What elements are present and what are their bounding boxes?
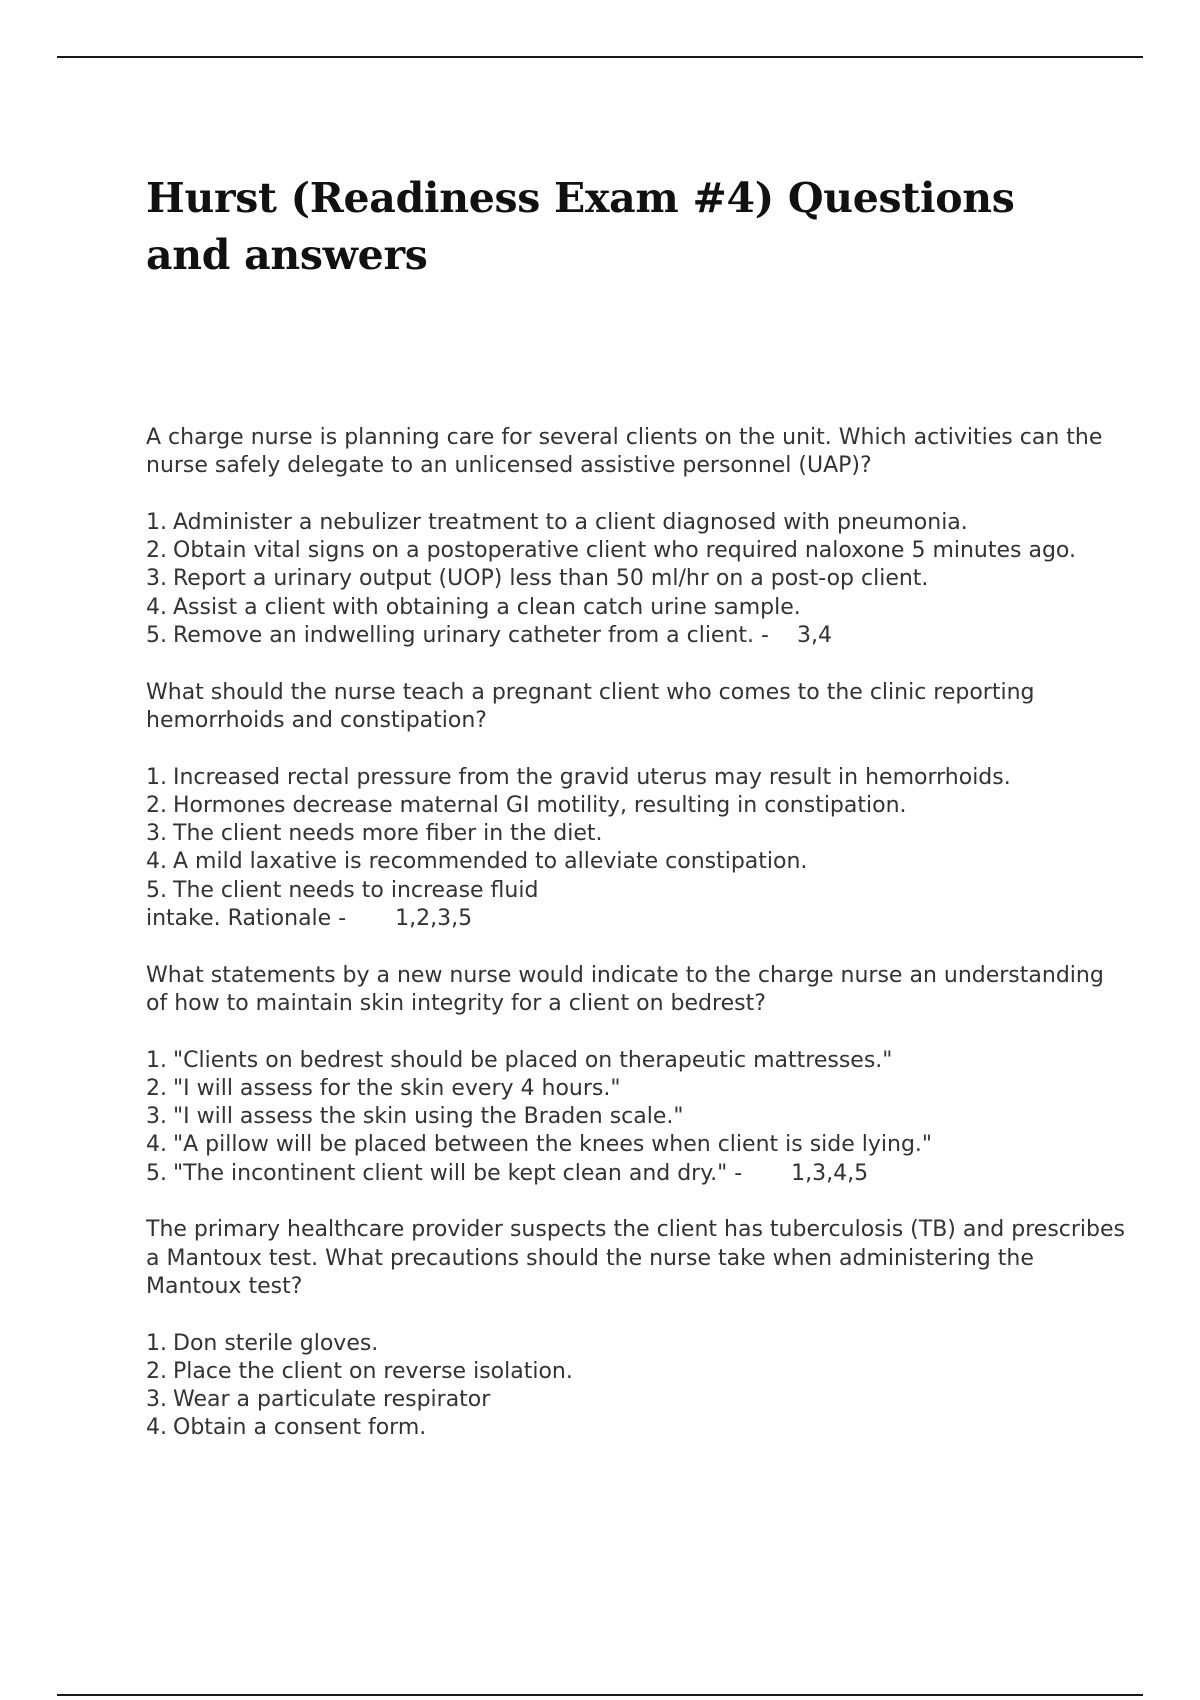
- option-item: 4. "A pillow will be placed between the knees when client is side lying.": [146, 1132, 933, 1158]
- question-list: [146, 424, 1132, 1471]
- option-item: 2. Hormones decrease maternal GI motility, resulting in constipation.: [146, 792, 907, 818]
- option-item: 3. The client needs more fiber in the diet.: [146, 821, 603, 847]
- answer-key: 1,2,3,5: [395, 906, 473, 932]
- option-continuation: intake. Rationale - 1,2,3,5: [146, 906, 473, 932]
- question-text: What statements by a new nurse would indicate to the charge nurse an understanding of how to maintain skin integrity for a client on bedrest?: [146, 962, 1111, 1016]
- option-item: 1. Don sterile gloves.: [146, 1330, 379, 1356]
- option-item: 5. The client needs to increase fluid: [146, 877, 539, 903]
- option-item: 2. "I will assess for the skin every 4 hours.": [146, 1075, 621, 1101]
- option-list: [146, 1330, 1126, 1443]
- option-item: 2. Obtain vital signs on a postoperative client who required naloxone 5 minutes ago.: [146, 538, 1076, 564]
- top-rule: [57, 56, 1143, 58]
- option-item: 5. "The incontinent client will be kept clean and dry." - 1,3,4,5: [146, 1160, 869, 1186]
- option-item: 4. A mild laxative is recommended to alleviate constipation.: [146, 849, 808, 875]
- option-list: [146, 509, 1126, 650]
- option-item: 4. Obtain a consent form.: [146, 1415, 427, 1441]
- bottom-rule: [57, 1694, 1143, 1696]
- question-3: [146, 962, 1126, 1188]
- question-2: [146, 679, 1126, 934]
- option-item: 3. "I will assess the skin using the Braden scale.": [146, 1104, 684, 1130]
- option-item: 2. Place the client on reverse isolation.: [146, 1358, 573, 1384]
- answer-key: 3,4: [796, 623, 832, 649]
- option-list: [146, 1047, 1126, 1188]
- option-item: 4. Assist a client with obtaining a clean catch urine sample.: [146, 594, 801, 620]
- question-text: A charge nurse is planning care for several clients on the unit. Which activities can the nurse safely delegate to an unlicensed assistive personnel (UAP)?: [146, 425, 1110, 479]
- option-item: 5. Remove an indwelling urinary catheter from a client. - 3,4: [146, 623, 832, 649]
- option-item: 3. Report a urinary output (UOP) less than 50 ml/hr on a post-op client.: [146, 566, 929, 592]
- question-text: What should the nurse teach a pregnant client who comes to the clinic reporting hemorrhoids and constipation?: [146, 679, 1042, 733]
- question-text: The primary healthcare provider suspects the client has tuberculosis (TB) and prescribes a Mantoux test. What precautions should the nurse take when administering the Mantoux test?: [146, 1217, 1132, 1299]
- document-title: Hurst (Readiness Exam #4) Questions and answers: [146, 174, 1015, 279]
- answer-key: 1,3,4,5: [791, 1160, 869, 1186]
- option-item: 1. Increased rectal pressure from the gravid uterus may result in hemorrhoids.: [146, 764, 1011, 790]
- option-item: 1. Administer a nebulizer treatment to a client diagnosed with pneumonia.: [146, 509, 968, 535]
- option-list: [146, 764, 1126, 905]
- option-item: 1. "Clients on bedrest should be placed on therapeutic mattresses.": [146, 1047, 893, 1073]
- question-1: [146, 424, 1126, 650]
- question-4: [146, 1216, 1132, 1442]
- option-item: 3. Wear a particulate respirator: [146, 1387, 491, 1413]
